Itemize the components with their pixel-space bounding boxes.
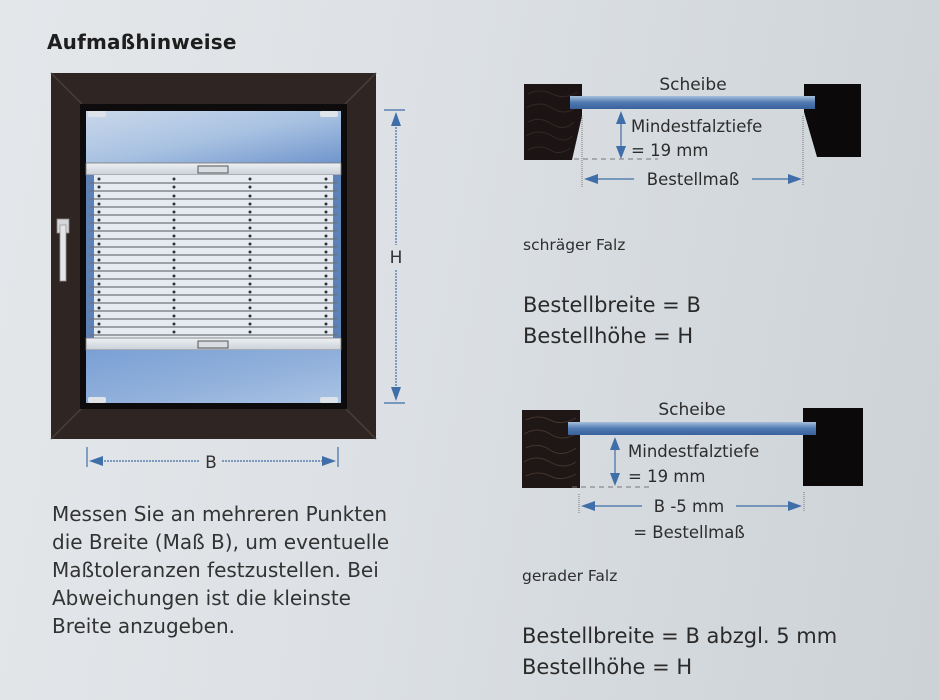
pleated-blind <box>86 175 341 338</box>
depth-value: = 19 mm <box>631 141 709 160</box>
glass-label: Scheibe <box>658 400 726 420</box>
straight-rebate-formulas <box>522 621 837 683</box>
glass-pane <box>568 422 816 435</box>
window-illustration <box>0 0 470 490</box>
instruction-line: Maßtoleranzen festzustellen. Bei <box>52 558 379 582</box>
bleed-through-text <box>60 672 66 696</box>
instruction-text <box>52 500 472 640</box>
page-title: Aufmaßhinweise <box>47 30 237 54</box>
order-measure-label: Bestellmaß <box>646 170 740 189</box>
slanted-rebate-diagram <box>500 60 920 200</box>
height-label: H <box>389 248 403 268</box>
glass-top <box>86 111 341 164</box>
order-height-formula: Bestellhöhe = H <box>523 324 694 348</box>
straight-rebate-caption: gerader Falz <box>522 567 618 585</box>
right-frame-profile <box>804 84 861 157</box>
glass-pane <box>570 96 815 109</box>
order-width-formula: Bestellbreite = B abzgl. 5 mm <box>522 624 838 648</box>
instruction-line: die Breite (Maß B), um eventuelle <box>52 530 390 554</box>
instruction-line: Messen Sie an mehreren Punkten <box>52 502 388 526</box>
width-label: B <box>205 453 217 473</box>
depth-label: Mindestfalztiefe <box>631 117 763 136</box>
glass-bottom <box>86 350 341 403</box>
slanted-rebate-formulas <box>523 290 701 352</box>
straight-rebate-diagram <box>500 390 920 550</box>
order-measure-label: B -5 mm <box>653 497 725 516</box>
glass-label: Scheibe <box>659 75 727 95</box>
instruction-line: Abweichungen ist die kleinste <box>52 586 351 610</box>
depth-label: Mindestfalztiefe <box>628 442 760 461</box>
depth-value: = 19 mm <box>628 467 706 486</box>
slanted-rebate-caption: schräger Falz <box>523 236 626 254</box>
order-width-formula: Bestellbreite = B <box>523 293 701 317</box>
order-height-formula: Bestellhöhe = H <box>522 655 693 679</box>
right-frame-profile <box>803 408 863 486</box>
instruction-line: Breite anzugeben. <box>52 614 236 638</box>
order-measure-result: = Bestellmaß <box>633 523 745 542</box>
